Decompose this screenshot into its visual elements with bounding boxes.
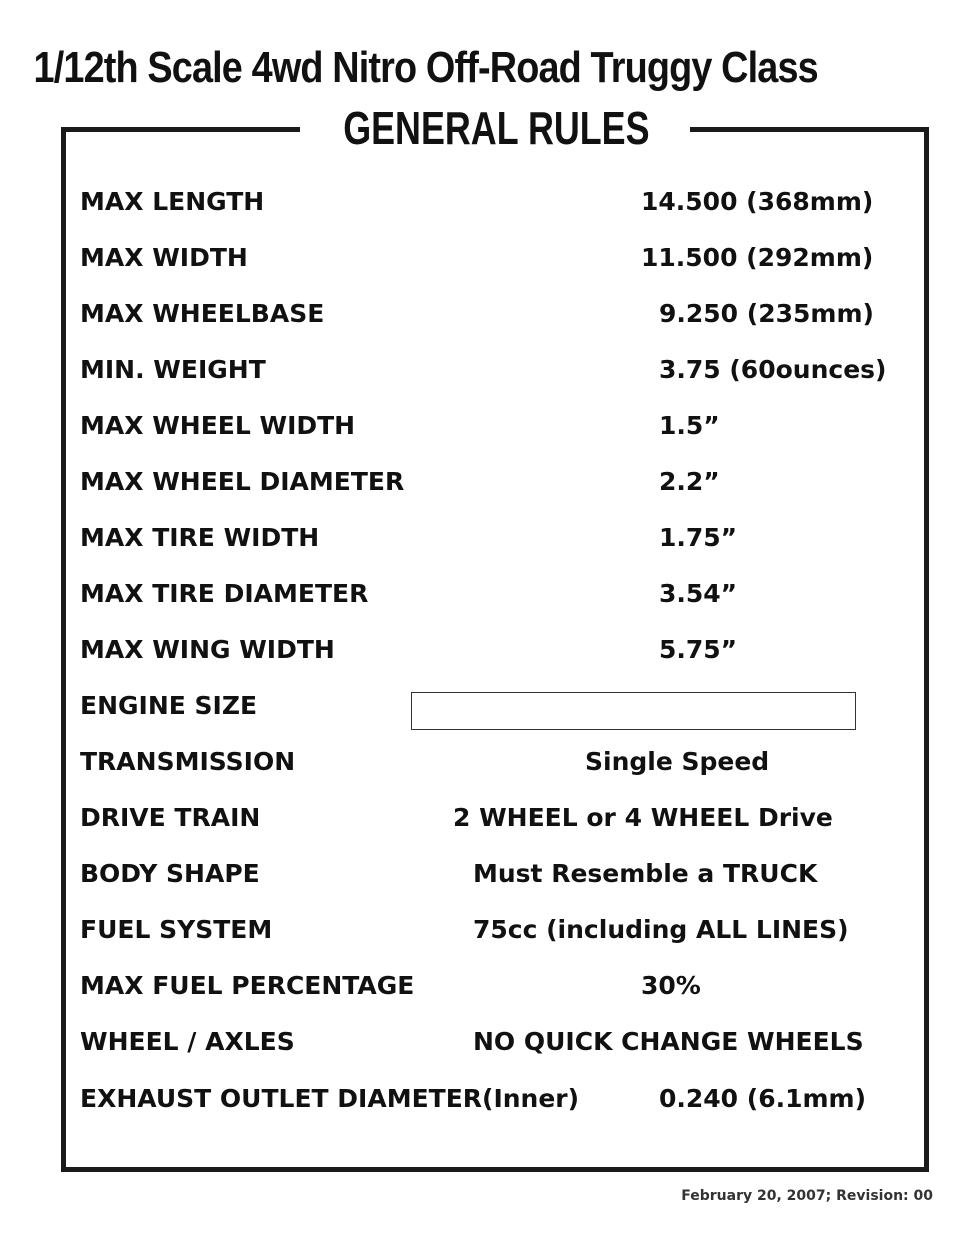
rule-value-max-tire-width: 1.75”: [659, 523, 738, 552]
rule-label-transmission: TRANSMISSION: [80, 747, 296, 776]
rule-label-max-wheel-diameter: MAX WHEEL DIAMETER: [80, 467, 405, 496]
rule-label-max-wing-width: MAX WING WIDTH: [80, 635, 335, 664]
rule-label-max-wheelbase: MAX WHEELBASE: [80, 299, 325, 328]
rule-label-drive-train: DRIVE TRAIN: [80, 803, 261, 832]
rule-value-fuel-system: 75cc (including ALL LINES): [473, 915, 849, 944]
rule-label-max-length: MAX LENGTH: [80, 187, 265, 216]
revision-footer: February 20, 2007; Revision: 00: [681, 1188, 933, 1204]
rule-label-fuel-system: FUEL SYSTEM: [80, 915, 273, 944]
rule-label-max-tire-width: MAX TIRE WIDTH: [80, 523, 320, 552]
rule-label-body-shape: BODY SHAPE: [80, 859, 260, 888]
rule-value-max-width: 11.500 (292mm): [641, 243, 874, 272]
section-subtitle: GENERAL RULES: [343, 102, 650, 154]
rule-value-drive-train: 2 WHEEL or 4 WHEEL Drive: [453, 803, 833, 832]
rule-label-exhaust-outlet-diameter: EXHAUST OUTLET DIAMETER(Inner): [80, 1084, 580, 1113]
engine-size-blank-box: [411, 692, 856, 730]
rule-label-min-weight: MIN. WEIGHT: [80, 355, 266, 384]
rule-label-engine-size: ENGINE SIZE: [80, 691, 258, 720]
rule-label-max-tire-diameter: MAX TIRE DIAMETER: [80, 579, 369, 608]
rule-value-max-fuel-percentage: 30%: [641, 971, 701, 1000]
rule-label-max-wheel-width: MAX WHEEL WIDTH: [80, 411, 356, 440]
rule-value-body-shape: Must Resemble a TRUCK: [473, 859, 818, 888]
rule-label-max-width: MAX WIDTH: [80, 243, 248, 272]
subtitle-container: [300, 100, 690, 156]
rule-value-max-length: 14.500 (368mm): [641, 187, 874, 216]
rule-value-transmission: Single Speed: [585, 747, 770, 776]
rule-label-wheel-axles: WHEEL / AXLES: [80, 1027, 295, 1056]
rule-value-min-weight: 3.75 (60ounces): [659, 355, 887, 384]
page-title: 1/12th Scale 4wd Nitro Off-Road Truggy Class: [33, 43, 818, 92]
rule-label-max-fuel-percentage: MAX FUEL PERCENTAGE: [80, 971, 415, 1000]
rule-value-max-wheelbase: 9.250 (235mm): [659, 299, 874, 328]
rule-value-exhaust-outlet-diameter: 0.240 (6.1mm): [659, 1084, 867, 1113]
rule-value-max-wing-width: 5.75”: [659, 635, 738, 664]
rule-value-max-tire-diameter: 3.54”: [659, 579, 738, 608]
rule-value-max-wheel-diameter: 2.2”: [659, 467, 720, 496]
rule-value-max-wheel-width: 1.5”: [659, 411, 720, 440]
rule-value-wheel-axles: NO QUICK CHANGE WHEELS: [473, 1027, 864, 1056]
